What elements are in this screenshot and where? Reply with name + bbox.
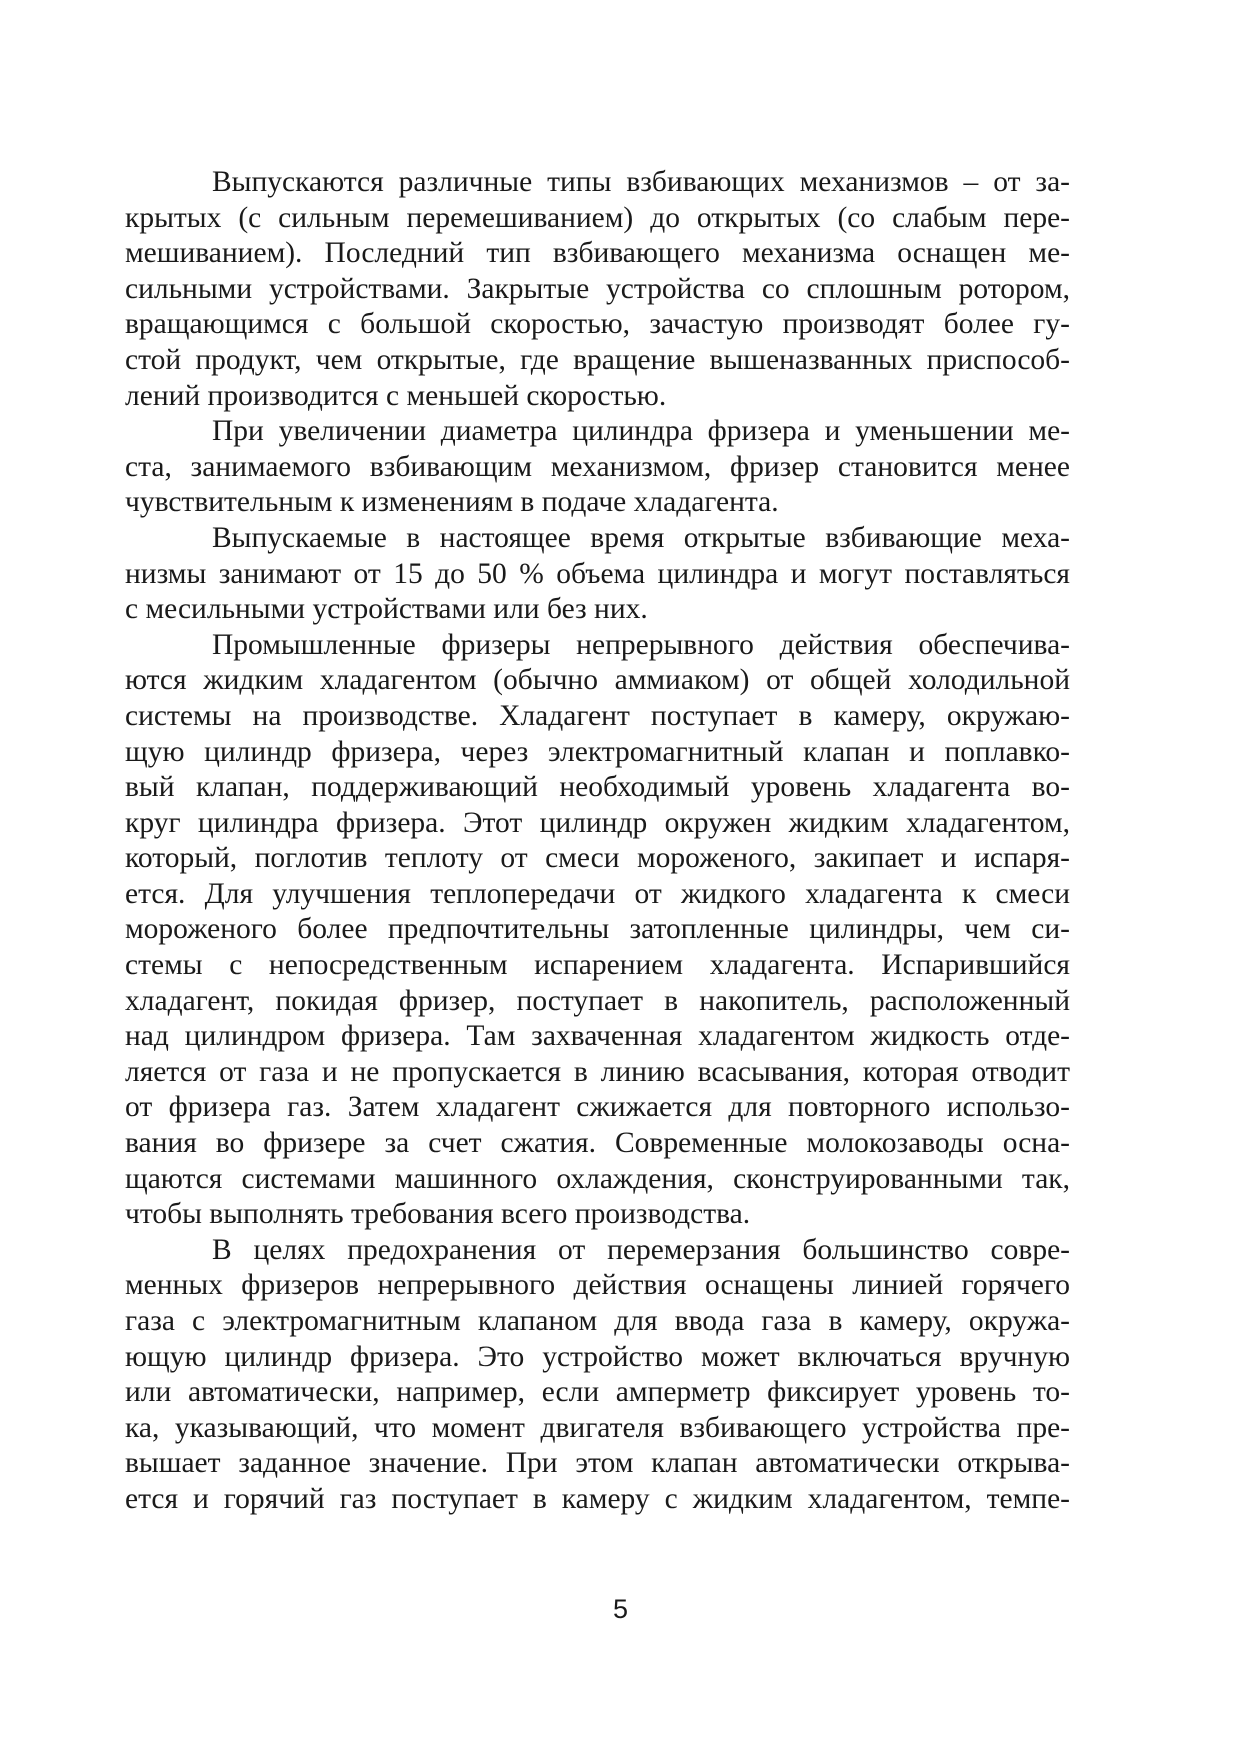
text-line: газа с электромагнитным клапаном для ввода газа в камеру, окружа- [125,1305,1070,1337]
paragraph [125,1233,1070,1518]
text-line: вый клапан, поддерживающий необходимый уровень хладагента во- [125,771,1070,804]
text-line: круг цилиндра фризера. Этот цилиндр окружен жидким хладагентом, [125,806,1070,839]
text-line: или автоматически, например, если амперметр фиксирует уровень то- [125,1376,1070,1409]
text-line: мороженого более предпочтительны затопленные цилиндры, чем си- [125,913,1070,946]
text-line: мешиванием). Последний тип взбивающего механизма оснащен ме- [125,237,1070,270]
text-line: менных фризеров непрерывного действия оснащены линией горячего [125,1269,1070,1302]
text-line: вращающимся с большой скоростью, зачастую производят более гу- [125,308,1070,341]
text-line: ется и горячий газ поступает в камеру с жидким хладагентом, темпе- [125,1482,1070,1515]
text-line: При увеличении диаметра цилиндра фризера и уменьшении ме- [212,415,1070,448]
text-line: сильными устройствами. Закрытые устройства со сплошным ротором, [125,272,1070,305]
text-line: В целях предохранения от перемерзания большинство совре- [212,1233,1070,1266]
text-line: низмы занимают от 15 до 50 % объема цилиндра и могут поставляться [125,557,1070,590]
paragraph [125,165,1070,414]
paragraph [125,414,1070,521]
page-number: 5 [612,1594,629,1624]
text-line: стой продукт, чем открытые, где вращение вышеназванных приспособ- [125,343,1070,376]
text-line: щую цилиндр фризера, через электромагнитный клапан и поплавко- [125,735,1070,768]
text-line: чувствительным к изменениям в подаче хладагента. [125,486,779,519]
text-line: который, поглотив теплоту от смеси мороженого, закипает и испаря- [125,842,1070,875]
text-line: с месильными устройствами или без них. [125,593,648,626]
text-line: Промышленные фризеры непрерывного действия обеспечива- [212,628,1070,661]
text-line: Выпускаемые в настоящее время открытые взбивающие меха- [212,521,1070,554]
text-line: ется. Для улучшения теплопередачи от жидкого хладагента к смеси [125,877,1070,910]
text-line: вания во фризере за счет сжатия. Современные молокозаводы осна- [125,1127,1070,1160]
text-line: ются жидким хладагентом (обычно аммиаком) от общей холодильной [125,664,1070,697]
text-line: чтобы выполнять требования всего производства. [125,1198,751,1231]
text-line: щаются системами машинного охлаждения, сконструированными так, [125,1162,1070,1195]
text-line: хладагент, покидая фризер, поступает в накопитель, расположенный [125,984,1070,1017]
text-line: крытых (с сильным перемешиванием) до открытых (со слабым пере- [125,201,1070,234]
text-line: от фризера газ. Затем хладагент сжижается для повторного использо- [125,1091,1070,1124]
text-line: ста, занимаемого взбивающим механизмом, фризер становится менее [125,450,1070,483]
text-line: лений производится с меньшей скоростью. [125,379,667,412]
text-line: над цилиндром фризера. Там захваченная хладагентом жидкость отде- [125,1020,1070,1053]
text-line: стемы с непосредственным испарением хладагента. Испарившийся [125,949,1070,982]
text-line: ка, указывающий, что момент двигателя взбивающего устройства пре- [125,1411,1070,1444]
text-line: ляется от газа и не пропускается в линию всасывания, которая отводит [125,1055,1070,1088]
text-line: Выпускаются различные типы взбивающих механизмов – от за- [212,166,1070,198]
text-line: системы на производстве. Хладагент поступает в камеру, окружаю- [125,699,1070,732]
body-text [125,165,1070,1518]
paragraph [125,521,1070,628]
paragraph [125,628,1070,1233]
text-line: ющую цилиндр фризера. Это устройство может включаться вручную [125,1340,1070,1373]
text-line: вышает заданное значение. При этом клапан автоматически открыва- [125,1447,1070,1480]
